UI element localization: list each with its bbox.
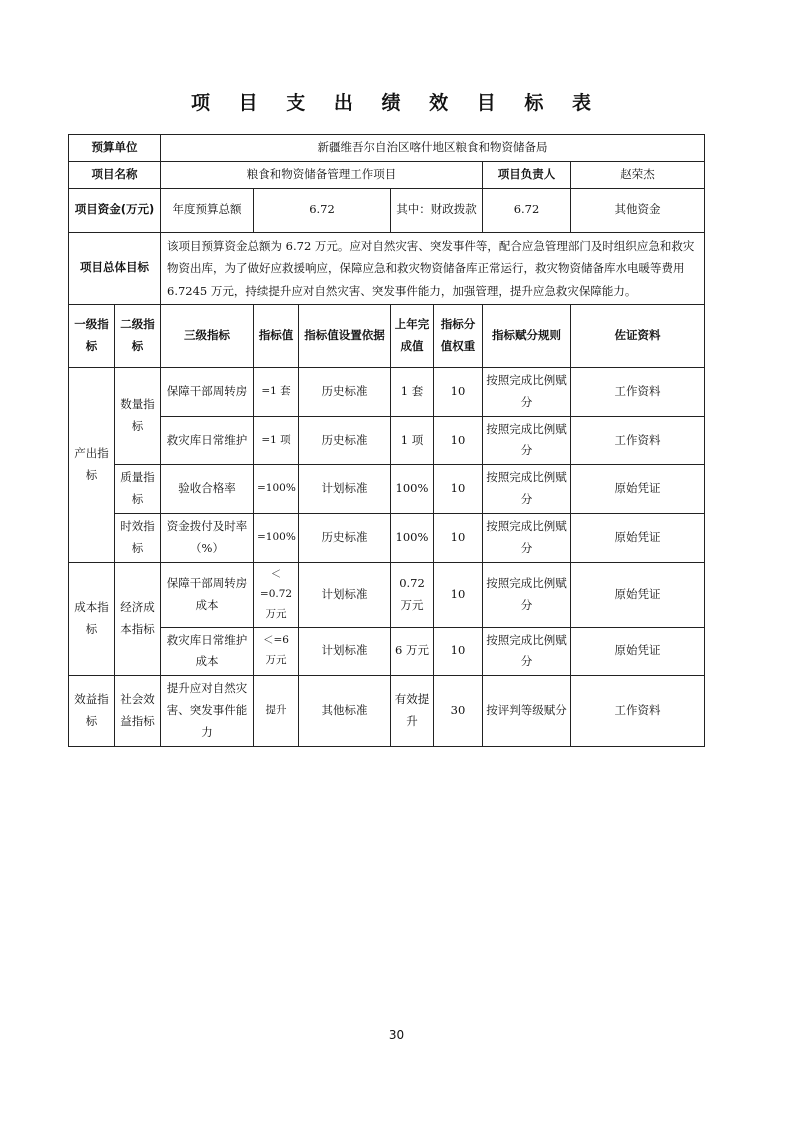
evidence-cell: 原始凭证 xyxy=(571,627,705,676)
table-row xyxy=(69,367,705,416)
header-value: 指标值 xyxy=(254,304,299,367)
project-funds-row xyxy=(69,188,705,232)
project-name-row xyxy=(69,161,705,188)
table-row xyxy=(69,676,705,747)
value-cell: =1 套 xyxy=(254,367,299,416)
subgroup-economic: 经济成本指标 xyxy=(115,562,161,676)
rule-cell: 按照完成比例赋分 xyxy=(483,514,571,563)
subgroup-social: 社会效益指标 xyxy=(115,676,161,747)
basis-cell: 计划标准 xyxy=(299,562,391,627)
rule-cell: 按评判等级赋分 xyxy=(483,676,571,747)
budget-unit-row xyxy=(69,135,705,162)
annual-budget-label: 年度预算总额 xyxy=(161,188,254,232)
basis-cell: 计划标准 xyxy=(299,465,391,514)
rule-cell: 按照完成比例赋分 xyxy=(483,416,571,465)
overall-goal-label: 项目总体目标 xyxy=(69,232,161,304)
last-year-cell: 有效提升 xyxy=(391,676,434,747)
evidence-cell: 原始凭证 xyxy=(571,562,705,627)
fiscal-allocation-label: 其中：财政拨款 xyxy=(391,188,483,232)
budget-unit-label: 预算单位 xyxy=(69,135,161,162)
table-row xyxy=(69,416,705,465)
group-cost: 成本指标 xyxy=(69,562,115,676)
overall-goal-text: 该项目预算资金总额为 6.72 万元。应对自然灾害、突发事件等，配合应急管理部门及时组织应急和救灾物资出库，为了做好应救援响应，保障应急和救灾物资储备库正常运行，救灾物资储备库水电暖等费用 6.7245 万元，持续提升应对自然灾害、突发事件能力，加强管理，提升应急救灾保障能力。 xyxy=(161,232,705,304)
basis-cell: 计划标准 xyxy=(299,627,391,676)
subgroup-timeliness: 时效指标 xyxy=(115,514,161,563)
last-year-cell: 100% xyxy=(391,465,434,514)
project-owner-value: 赵荣杰 xyxy=(571,161,705,188)
weight-cell: 30 xyxy=(434,676,483,747)
header-level3: 三级指标 xyxy=(161,304,254,367)
rule-cell: 按照完成比例赋分 xyxy=(483,562,571,627)
indicator-cell: 救灾库日常维护 xyxy=(161,416,254,465)
project-funds-label: 项目资金(万元) xyxy=(69,188,161,232)
value-cell: ＜=0.72 万元 xyxy=(254,562,299,627)
weight-cell: 10 xyxy=(434,562,483,627)
budget-unit-value: 新疆维吾尔自治区喀什地区粮食和物资储备局 xyxy=(161,135,705,162)
weight-cell: 10 xyxy=(434,465,483,514)
evidence-cell: 工作资料 xyxy=(571,367,705,416)
subgroup-quality: 质量指标 xyxy=(115,465,161,514)
project-owner-label: 项目负责人 xyxy=(483,161,571,188)
last-year-cell: 1 项 xyxy=(391,416,434,465)
header-evidence: 佐证资料 xyxy=(571,304,705,367)
last-year-cell: 6 万元 xyxy=(391,627,434,676)
value-cell: =100% xyxy=(254,514,299,563)
indicator-header-row xyxy=(69,304,705,367)
weight-cell: 10 xyxy=(434,367,483,416)
indicator-cell: 资金拨付及时率（%） xyxy=(161,514,254,563)
group-benefit: 效益指标 xyxy=(69,676,115,747)
evidence-cell: 工作资料 xyxy=(571,676,705,747)
table-row xyxy=(69,465,705,514)
value-cell: ＜=6 万元 xyxy=(254,627,299,676)
group-output: 产出指标 xyxy=(69,367,115,562)
basis-cell: 历史标准 xyxy=(299,416,391,465)
table-row xyxy=(69,562,705,627)
annual-budget-value: 6.72 xyxy=(254,188,391,232)
header-basis: 指标值设置依据 xyxy=(299,304,391,367)
project-name-label: 项目名称 xyxy=(69,161,161,188)
indicator-cell: 保障干部周转房 xyxy=(161,367,254,416)
basis-cell: 历史标准 xyxy=(299,514,391,563)
header-last-year: 上年完成值 xyxy=(391,304,434,367)
fiscal-allocation-value: 6.72 xyxy=(483,188,571,232)
rule-cell: 按照完成比例赋分 xyxy=(483,465,571,514)
rule-cell: 按照完成比例赋分 xyxy=(483,627,571,676)
header-weight: 指标分值权重 xyxy=(434,304,483,367)
header-level1: 一级指标 xyxy=(69,304,115,367)
value-cell: 提升 xyxy=(254,676,299,747)
other-funds-label: 其他资金 xyxy=(571,188,705,232)
indicator-cell: 救灾库日常维护成本 xyxy=(161,627,254,676)
indicator-cell: 提升应对自然灾害、突发事件能力 xyxy=(161,676,254,747)
weight-cell: 10 xyxy=(434,627,483,676)
table-row xyxy=(69,627,705,676)
weight-cell: 10 xyxy=(434,514,483,563)
last-year-cell: 0.72 万元 xyxy=(391,562,434,627)
last-year-cell: 1 套 xyxy=(391,367,434,416)
header-rule: 指标赋分规则 xyxy=(483,304,571,367)
overall-goal-row xyxy=(69,232,705,304)
page-number: 30 xyxy=(388,1028,405,1042)
indicator-cell: 验收合格率 xyxy=(161,465,254,514)
last-year-cell: 100% xyxy=(391,514,434,563)
rule-cell: 按照完成比例赋分 xyxy=(483,367,571,416)
evidence-cell: 原始凭证 xyxy=(571,514,705,563)
header-level2: 二级指标 xyxy=(115,304,161,367)
basis-cell: 历史标准 xyxy=(299,367,391,416)
evidence-cell: 工作资料 xyxy=(571,416,705,465)
performance-target-table xyxy=(68,134,705,747)
weight-cell: 10 xyxy=(434,416,483,465)
evidence-cell: 原始凭证 xyxy=(571,465,705,514)
value-cell: =1 项 xyxy=(254,416,299,465)
basis-cell: 其他标准 xyxy=(299,676,391,747)
page-title: 项 目 支 出 绩 效 目 标 表 xyxy=(191,92,602,114)
table-row xyxy=(69,514,705,563)
subgroup-quantity: 数量指标 xyxy=(115,367,161,464)
project-name-value: 粮食和物资储备管理工作项目 xyxy=(161,161,483,188)
indicator-cell: 保障干部周转房成本 xyxy=(161,562,254,627)
value-cell: =100% xyxy=(254,465,299,514)
